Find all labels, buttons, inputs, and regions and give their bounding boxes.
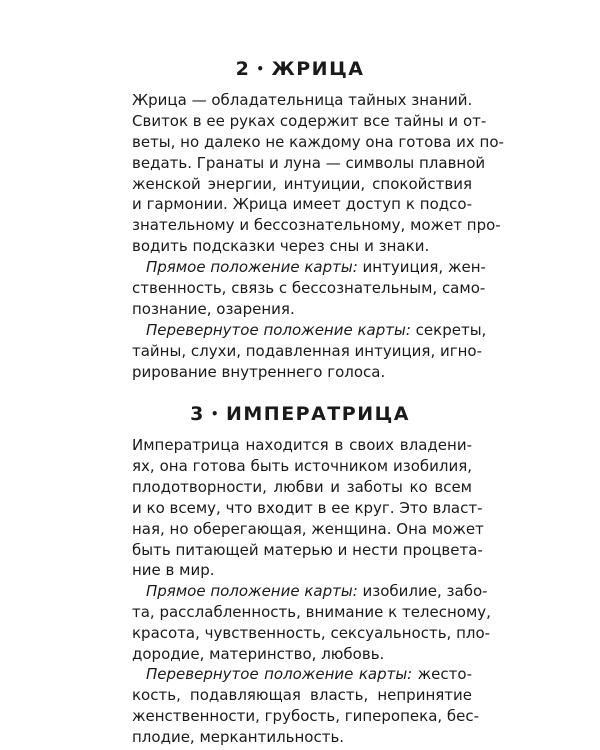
empress-upright [132,581,491,664]
reversed-label: Перевернутое положение карты: [146,665,413,684]
text-line: Свиток в ее руках содержит все тайны и от- [132,112,487,131]
priestess-upright [132,257,486,320]
text-line: Императрица находится в своих владени- [132,436,472,455]
card-title: ЖРИЦА [271,58,365,81]
section-heading-priestess [0,57,600,83]
text-line: ная, но оберегающая, женщина. Она может [132,519,484,538]
card-number: 2 [235,58,251,81]
text-line [132,320,487,341]
reversed-label: Перевернутое положение карты: [146,321,411,340]
text-line: и ко всему, что входит в ее круг. Это власт- [132,498,483,517]
upright-text: изобилие, забо- [357,582,488,601]
text-line [132,257,486,278]
text-line: ведать. Гранаты и луна — символы плавной [132,153,486,172]
text-line: женственности, грубость, гиперопека, бес- [132,707,480,726]
text-line: женской энергии, интуиции, спокойствия [132,174,472,193]
reversed-text: секреты, [410,321,487,340]
empress-reversed [132,664,480,747]
text-line: Жрица — обладательница тайных знаний. [132,91,473,110]
text-line [132,664,472,685]
text-line: и гармонии. Жрица имеет доступ к подсо- [132,195,472,214]
upright-text: интуиция, жен- [357,258,486,277]
upright-label: Прямое положение карты: [146,258,358,277]
priestess-description [132,90,504,257]
text-line: та, расслабленность, внимание к телесному, [132,603,491,622]
text-line: тайны, слухи, подавленная интуиция, игно- [132,342,483,361]
card-title: ИМПЕРАТРИЦА [225,403,410,426]
text-line: кость, подавляющая власть, непринятие [132,686,472,705]
text-line: ственность, связь с бессознательным, само- [132,279,486,298]
text-line: веты, но далеко не каждому она готова их по- [132,132,504,151]
text-line: быть питающей матерью и нести процвета- [132,540,483,559]
empress-description [132,435,484,581]
text-line: плодотворности, любви и заботы ко всем [132,478,472,497]
text-line: ние в мир. [132,561,215,580]
card-number: 3 [190,403,205,426]
section-heading-empress [0,402,600,428]
text-line [132,581,488,602]
text-line: водить подсказки через сны и знаки. [132,237,430,256]
priestess-reversed [132,320,487,383]
text-line: рирование внутреннего голоса. [132,362,386,381]
diamond-separator-icon: • [256,62,266,77]
text-line: познание, озарения. [132,299,295,318]
diamond-separator-icon: • [210,407,220,422]
text-line: знательному и бессознательному, может про- [132,216,501,235]
text-line: дородие, материнство, любовь. [132,644,385,663]
text-line: плодие, меркантильность. [132,727,345,746]
text-line: красота, чувственность, сексуальность, пло- [132,624,491,643]
reversed-text: жесто- [412,665,472,684]
text-line: ях, она готова быть источником изобилия, [132,457,472,476]
upright-label: Прямое положение карты: [146,582,358,601]
